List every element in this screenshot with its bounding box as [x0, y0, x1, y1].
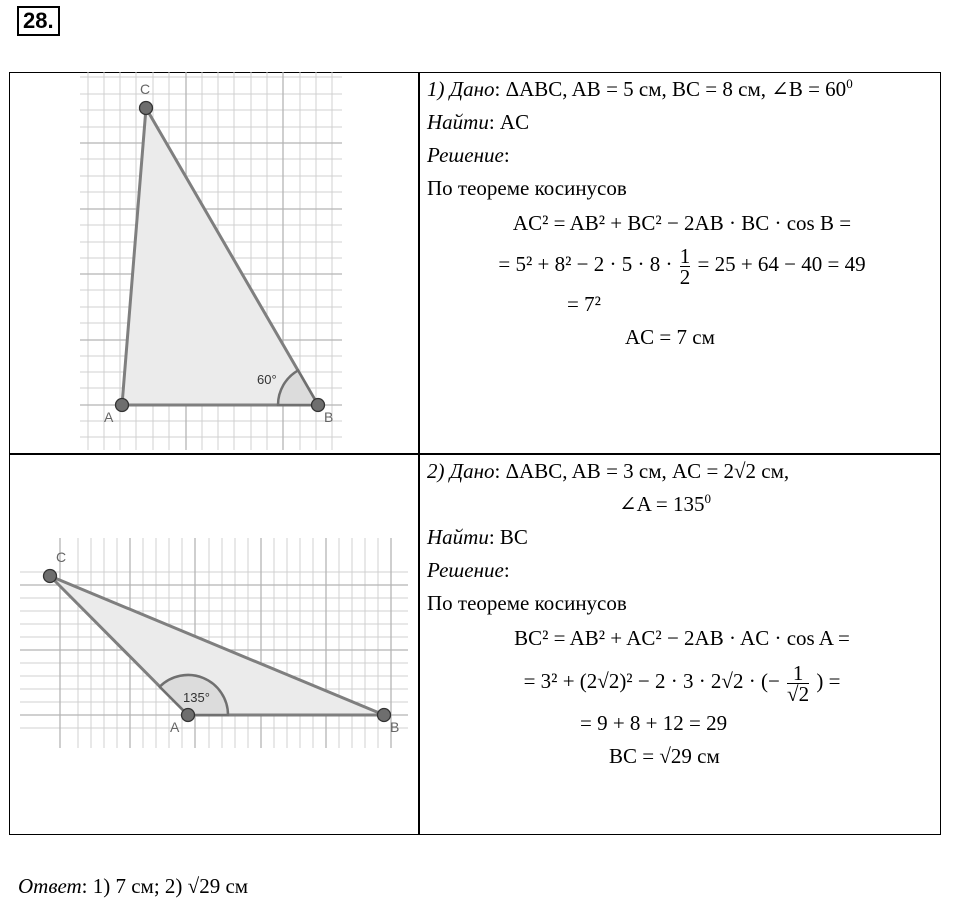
label-c-1: C	[140, 81, 151, 97]
eq2-right-2: ) =	[816, 669, 841, 693]
solution-heading-2: Решение:	[427, 558, 510, 582]
frac-num-2: 1	[792, 660, 804, 685]
find-label-2: Найти	[427, 525, 489, 549]
eq2-left-1: = 5² + 8² − 2 · 5 · 8 ·	[498, 252, 673, 276]
fraction-2	[787, 660, 810, 706]
point-b-2	[378, 709, 391, 722]
given-label-2: 2) Дано	[427, 459, 495, 483]
equation-2-4: BC = √29 см	[609, 744, 720, 768]
given-label-1: 1) Дано	[427, 77, 495, 101]
point-a-2	[182, 709, 195, 722]
solution-label-2: Решение	[427, 558, 504, 582]
equation-1-3: = 7²	[567, 292, 601, 316]
angle-label-2: 135°	[183, 690, 210, 705]
given-text-1: : ΔABC, AB = 5 см, BC = 8 см, ∠B = 60	[494, 77, 847, 101]
point-a-1	[116, 399, 129, 412]
task-number: 28.	[17, 6, 60, 36]
given2-text: ∠A = 135	[619, 492, 705, 516]
given2-sup: 0	[704, 491, 711, 506]
solution-2	[427, 455, 937, 773]
find-line-1	[427, 106, 937, 139]
solution-1	[427, 73, 937, 354]
equation-1-2	[427, 240, 937, 288]
triangle-figure-1	[80, 72, 350, 450]
theorem-1: По теореме косинусов	[427, 176, 627, 200]
answer-label: Ответ	[18, 874, 82, 898]
angle-label-1: 60°	[257, 372, 277, 387]
equation-2-1: BC² = AB² + AC² − 2AB · AC · cos A =	[514, 626, 850, 650]
label-b-1: B	[324, 409, 334, 425]
given-line-1	[427, 73, 937, 106]
label-c-2: C	[56, 549, 67, 565]
triangle-abc-1	[122, 108, 318, 405]
frac-den-2: √2	[787, 681, 810, 706]
eq2-left-2: = 3² + (2√2)² − 2 · 3 · 2√2 · (−	[523, 669, 780, 693]
find-line-2	[427, 521, 937, 554]
point-c-1	[140, 102, 153, 115]
given-text-2: : ΔABC, AB = 3 см, AC = 2√2 см,	[494, 459, 790, 483]
label-a-1: A	[104, 409, 114, 425]
frac-num-1: 1	[679, 243, 691, 268]
fraction-1	[679, 243, 691, 289]
given-line-2b	[427, 488, 937, 521]
frac-den-1: 2	[679, 264, 691, 289]
equation-1-4: AC = 7 см	[625, 325, 715, 349]
find-label-1: Найти	[427, 110, 489, 134]
theorem-2: По теореме косинусов	[427, 591, 627, 615]
triangle-figure-2	[20, 538, 408, 748]
solution-heading-1: Решение:	[427, 143, 510, 167]
equation-2-3: = 9 + 8 + 12 = 29	[580, 711, 728, 735]
given-line-2	[427, 455, 937, 488]
find-text-1: : AC	[488, 110, 530, 134]
answer-text: : 1) 7 см; 2) √29 см	[81, 874, 249, 898]
given-sup-1: 0	[846, 76, 853, 91]
label-a-2: A	[170, 719, 180, 735]
label-b-2: B	[390, 719, 400, 735]
find-text-2: : BC	[488, 525, 528, 549]
eq2-right-1: = 25 + 64 − 40 = 49	[697, 252, 866, 276]
point-c-2	[44, 570, 57, 583]
equation-1-1: AC² = AB² + BC² − 2AB · BC · cos B =	[512, 211, 852, 235]
answer-line	[18, 874, 248, 899]
point-b-1	[312, 399, 325, 412]
solution-label-1: Решение	[427, 143, 504, 167]
equation-2-2	[427, 655, 937, 707]
